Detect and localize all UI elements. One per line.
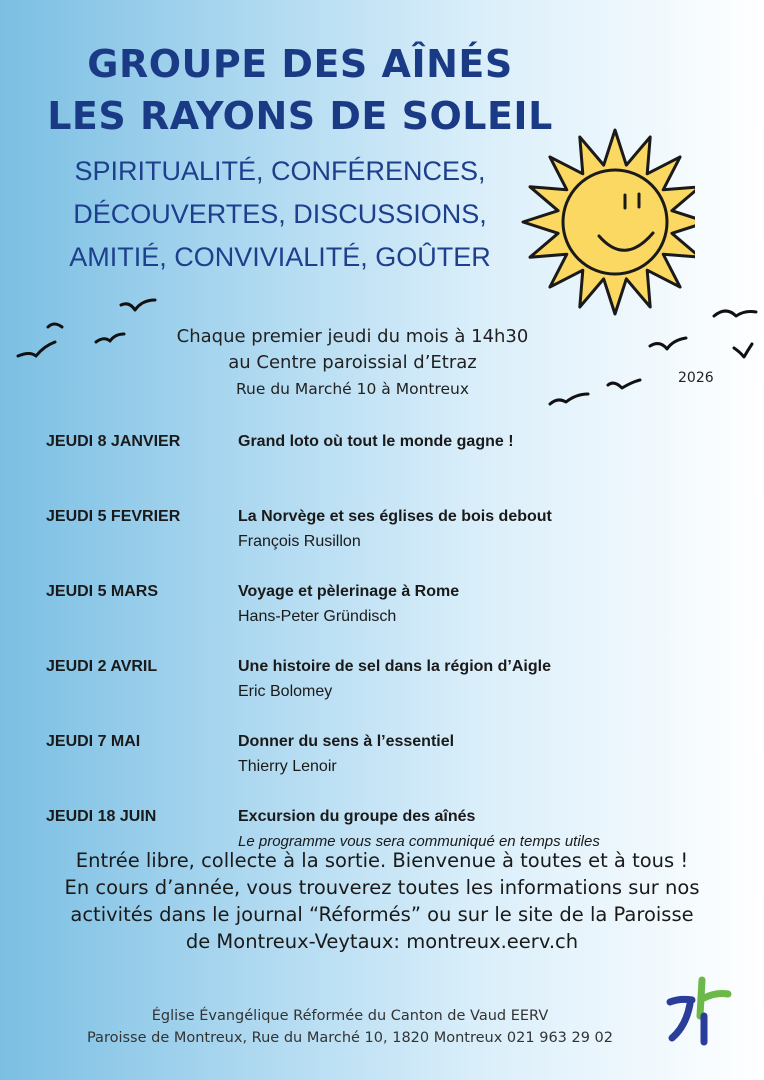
event-item [46,658,726,733]
footer-church-name: Église Évangélique Réformée du Canton de Vaud EERV [151,1008,549,1024]
event-title: La Norvège et ses églises de bois debout [238,508,552,525]
title-line-1: GROUPE DES AÎNÉS [87,42,513,86]
event-title: Grand loto où tout le monde gagne ! [238,433,514,450]
event-note: Le programme vous sera communiqué en temps utiles [238,833,600,850]
event-list [46,433,726,883]
event-item [46,583,726,658]
closing-line-2: En cours d’année, vous trouverez toutes les informations sur nos [64,876,700,899]
meeting-venue: au Centre paroissial d’Etraz [228,352,477,373]
event-item [46,733,726,808]
event-item [46,508,726,583]
event-speaker: Hans-Peter Gründisch [238,608,397,625]
event-date: JEUDI 7 MAI [46,733,141,750]
event-date: JEUDI 18 JUIN [46,808,157,825]
event-title: Donner du sens à l’essentiel [238,733,455,750]
meeting-address: Rue du Marché 10 à Montreux [235,380,470,398]
themes-line-3: AMITIÉ, CONVIVIALITÉ, GOÛTER [69,242,491,272]
event-speaker: François Rusillon [238,533,361,550]
year-label: 2026 [678,370,714,386]
eerv-logo-icon [664,976,734,1046]
event-date: JEUDI 5 MARS [46,583,159,600]
themes-line-2: DÉCOUVERTES, DISCUSSIONS, [73,199,487,229]
footer-address: Paroisse de Montreux, Rue du Marché 10, 1820 Montreux 021 963 29 02 [86,1030,614,1046]
event-title: Une histoire de sel dans la région d’Aigle [238,658,551,675]
themes-line-1: SPIRITUALITÉ, CONFÉRENCES, [74,156,486,186]
event-date: JEUDI 2 AVRIL [46,658,158,675]
title-line-2: LES RAYONS DE SOLEIL [47,94,553,138]
event-title: Excursion du groupe des aînés [238,808,476,825]
event-item [46,433,726,508]
meeting-schedule: Chaque premier jeudi du mois à 14h30 [176,326,529,347]
closing-line-4: de Montreux-Veytaux: montreux.eerv.ch [185,930,579,953]
closing-line-1: Entrée libre, collecte à la sortie. Bienvenue à toutes et à tous ! [75,849,689,872]
event-speaker: Thierry Lenoir [238,758,337,775]
event-title: Voyage et pèlerinage à Rome [238,583,460,600]
event-date: JEUDI 5 FEVRIER [46,508,181,525]
event-speaker: Eric Bolomey [238,683,333,700]
closing-line-3: activités dans le journal “Réformés” ou sur le site de la Paroisse [70,903,694,926]
event-date: JEUDI 8 JANVIER [46,433,181,450]
